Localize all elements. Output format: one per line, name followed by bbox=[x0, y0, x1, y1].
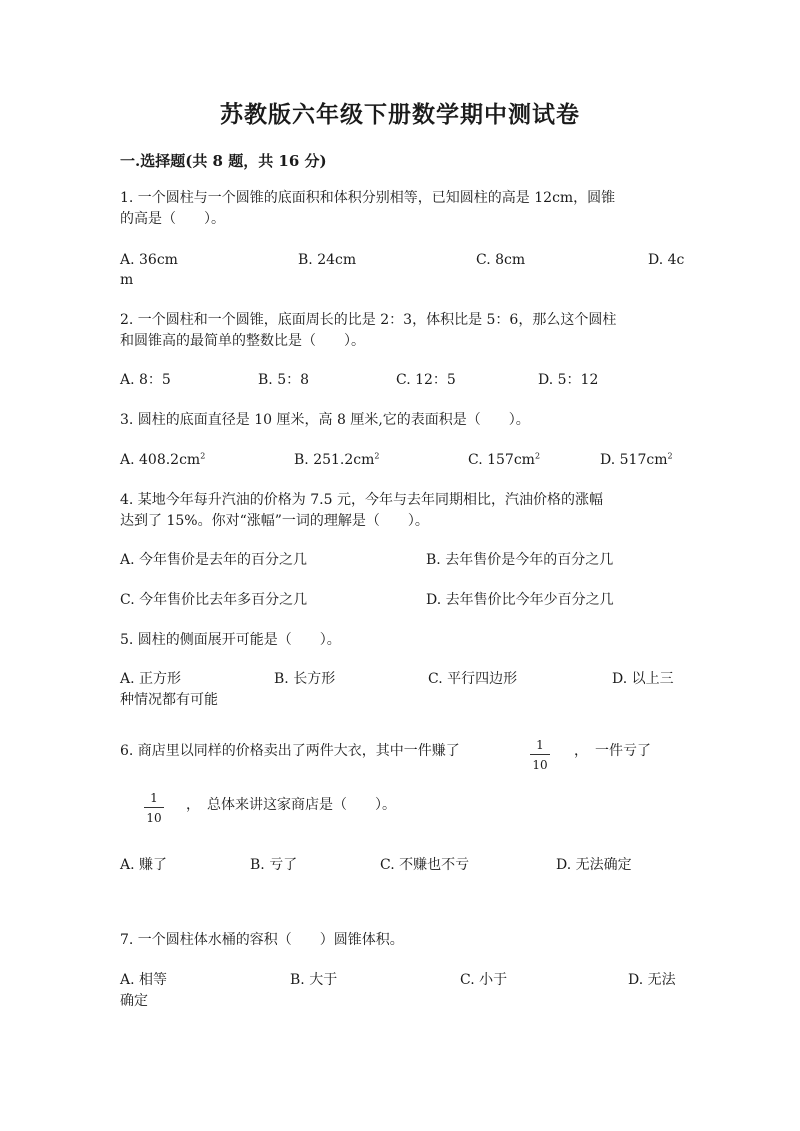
q1-option-d-wrap: m bbox=[120, 272, 134, 288]
q3-option-c bbox=[468, 450, 540, 470]
q6-option-d: D. 无法确定 bbox=[556, 857, 632, 873]
q1-option-d: D. 4c bbox=[648, 252, 685, 268]
q6-stem-part2: ， 一件亏了 bbox=[574, 743, 651, 759]
q4-option-c: C. 今年售价比去年多百分之几 bbox=[120, 592, 308, 608]
q5-option-d: D. 以上三 bbox=[612, 671, 674, 687]
q3-option-d-sup: 2 bbox=[667, 451, 673, 461]
q6-fraction-2-numerator: 1 bbox=[150, 791, 158, 805]
q7-option-b: B. 大于 bbox=[290, 972, 338, 988]
q6-fraction-1 bbox=[530, 738, 550, 772]
q6-option-a: A. 赚了 bbox=[120, 857, 168, 873]
q7-stem-line1: 7. 一个圆柱体水桶的容积（ ）圆锥体积。 bbox=[120, 932, 404, 948]
q2-option-c: C. 12：5 bbox=[396, 372, 456, 388]
q7-option-c: C. 小于 bbox=[460, 972, 508, 988]
q6-stem-part3: ， 总体来讲这家商店是（ ）。 bbox=[186, 797, 396, 813]
page-title: 苏教版六年级下册数学期中测试卷 bbox=[220, 101, 580, 128]
fraction-bar bbox=[530, 754, 550, 755]
q1-stem-line2: 的高是（ ）。 bbox=[120, 211, 225, 227]
q2-option-a: A. 8：5 bbox=[120, 372, 171, 388]
q3-option-b-sup: 2 bbox=[374, 451, 380, 461]
q1-option-c: C. 8cm bbox=[476, 252, 526, 268]
q7-option-d-wrap: 确定 bbox=[120, 993, 148, 1009]
q5-stem-line1: 5. 圆柱的侧面展开可能是（ ）。 bbox=[120, 632, 341, 648]
q3-option-a bbox=[120, 450, 205, 470]
q6-fraction-2 bbox=[144, 791, 164, 825]
section-heading: 一.选择题(共 8 题，共 16 分) bbox=[120, 152, 327, 170]
q3-option-b-text: B. 251.2cm bbox=[294, 452, 375, 468]
q5-option-c: C. 平行四边形 bbox=[428, 671, 518, 687]
q6-stem-part1: 6. 商店里以同样的价格卖出了两件大衣，其中一件赚了 bbox=[120, 743, 460, 759]
q4-option-a: A. 今年售价是去年的百分之几 bbox=[120, 552, 308, 568]
q3-option-c-sup: 2 bbox=[534, 451, 541, 461]
q3-option-b bbox=[294, 450, 379, 470]
q4-stem-line1: 4. 某地今年每升汽油的价格为 7.5 元，今年与去年同期相比，汽油价格的涨幅 bbox=[120, 492, 603, 508]
q6-option-b: B. 亏了 bbox=[250, 857, 298, 873]
q6-fraction-1-denominator: 10 bbox=[532, 758, 548, 772]
fraction-bar bbox=[144, 807, 164, 808]
q5-option-d-wrap: 种情况都有可能 bbox=[120, 692, 218, 708]
q3-option-c-text: C. 157cm bbox=[468, 452, 535, 468]
q3-option-d bbox=[600, 450, 673, 470]
q5-option-b: B. 长方形 bbox=[274, 671, 336, 687]
q6-fraction-1-numerator: 1 bbox=[536, 738, 544, 752]
q2-stem-line1: 2. 一个圆柱和一个圆锥，底面周长的比是 2：3，体积比是 5：6，那么这个圆柱 bbox=[120, 312, 617, 328]
q1-option-b: B. 24cm bbox=[298, 252, 357, 268]
q1-stem-line1: 1. 一个圆柱与一个圆锥的底面积和体积分别相等，已知圆柱的高是 12cm，圆锥 bbox=[120, 190, 616, 206]
q4-option-b: B. 去年售价是今年的百分之几 bbox=[426, 552, 614, 568]
q7-option-a: A. 相等 bbox=[120, 972, 168, 988]
q6-fraction-2-denominator: 10 bbox=[146, 811, 162, 825]
q5-option-a: A. 正方形 bbox=[120, 671, 182, 687]
q4-stem-line2: 达到了 15%。你对“涨幅”一词的理解是（ ）。 bbox=[120, 513, 429, 529]
q7-option-d: D. 无法 bbox=[628, 972, 676, 988]
q3-option-a-sup: 2 bbox=[200, 451, 206, 461]
q2-stem-line2: 和圆锥高的最简单的整数比是（ ）。 bbox=[120, 333, 365, 349]
q6-option-c: C. 不赚也不亏 bbox=[380, 857, 470, 873]
q3-option-d-text: D. 517cm bbox=[600, 452, 668, 468]
q1-option-a: A. 36cm bbox=[120, 252, 178, 268]
q4-option-d: D. 去年售价比今年少百分之几 bbox=[426, 592, 614, 608]
q2-option-d: D. 5：12 bbox=[538, 372, 599, 388]
q3-option-a-text: A. 408.2cm bbox=[120, 452, 201, 468]
q2-option-b: B. 5：8 bbox=[258, 372, 310, 388]
q3-stem-line1: 3. 圆柱的底面直径是 10 厘米，高 8 厘米,它的表面积是（ ）。 bbox=[120, 412, 530, 428]
